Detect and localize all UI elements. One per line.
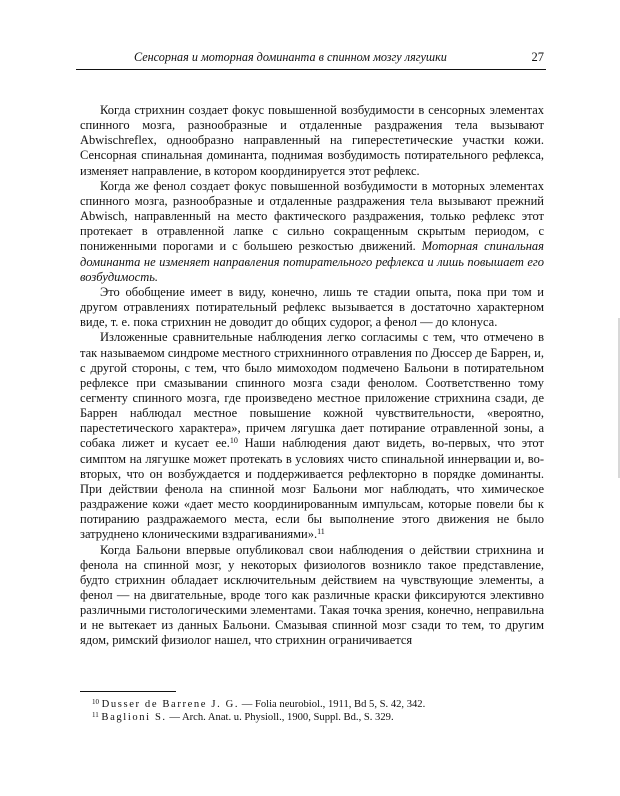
- footnote-divider: [80, 691, 176, 692]
- footnote-author: Baglioni S.: [101, 712, 167, 723]
- running-header: [76, 50, 546, 70]
- footnotes: [92, 698, 544, 724]
- paragraph-3: Это обобщение имеет в виду, конечно, лишь те стадии опыта, пока при том и другом отравлениях потирательный рефлекс вызывается в достаточно характерном виде, т. е. пока стрихнин не доводит до общих судорог, а фенол — до клонуса.: [80, 284, 544, 330]
- footnote-ref-10[interactable]: 10: [229, 436, 238, 446]
- running-title: Сенсорная и моторная доминанта в спинном мозгу лягушки: [134, 50, 447, 64]
- page-number: 27: [531, 50, 544, 64]
- paragraph-4: Изложенные сравнительные наблюдения легко согласимы с тем, что отмечено в так называемом синдроме местного стрихнинного отравления по Дюссер де Баррен, и, с другой стороны, с тем, что было мимоходом подмечено Бальони в потирательном рефлексе при смазывании спинного мозга сзади фенолом. Соответственно тому сегменту спинного мозга, где произведено местное приложение стрихнина сзади, де Баррен наблюдал местное повышение кожной чувствительности, «вероятно, парестетического характера», причем лягушка дает потирание отравленной зоны, а собака лижет и кусает ее.$^{10}$ Наши наблюдения дают видеть, во-первых, что этот симптом на лягушке может протекать в условиях чисто спинальной иннервации и, во-вторых, что он возбуждается и поддерживается рефлекторно в порядке доминанты. При действии фенола на спинной мозг Бальони мог наблюдать, что химическое раздражение кожи «дает место координированным импульсам, которые повели бы к потиранию раздражаемого места, если бы выполнение этого движения не было затруднено клоническими вздрагиваниями».$^{11}$: [80, 330, 544, 542]
- footnote-author: Dusser de Barrene J. G.: [101, 699, 240, 710]
- footnote-11: $^{11}$ Baglioni S. — Arch. Anat. u. Physioll., 1900, Suppl. Bd., S. 329.: [92, 711, 394, 723]
- footnote-ref-11[interactable]: 11: [317, 527, 325, 537]
- paragraph-2: Когда же фенол создает фокус повышенной возбудимости в моторных элементах спинного мозга, разнообразные и отдаленные раздражения тела вызывают прежний Abwisch, направленный на место фактического раздражения, только рефлекс этот протекает в отравленной лапке с сильно сокращенным скрытым периодом, с пониженными порогами и с большею резкостью движений. Моторная спинальная доминанта не изменяет направления потирательного рефлекса и лишь повышает его возбудимость.: [80, 178, 544, 284]
- main-text: [80, 103, 544, 649]
- italic-conclusion: Моторная спинальная доминанта не изменяет направления потирательного рефлекса и лишь повышает его возбудимость.: [80, 239, 544, 284]
- paragraph-5: Когда Бальони впервые опубликовал свои наблюдения о действии стрихнина и фенола на спинной мозг, у некоторых физиологов возникло такое представление, будто стрихнин обладает исключительным действием на чувствующие элементы, а фенол — на двигательные, вроде того как различные краски фиксируются элективно различными гистологическими элементами. Такая точка зрения, конечно, неправильна и не вытекает из данных Бальони. Смазывая спинной мозг сзади то тем, то другим ядом, римский физиолог нашел, что стрихнин ограничивается: [80, 542, 544, 648]
- paragraph-1: Когда стрихнин создает фокус повышенной возбудимости в сенсорных элементах спинного мозга, разнообразные и отдаленные раздражения тела вызывают Abwischreflex, однообразно направленный на гиперестетические участки кожи. Сенсорная спинальная доминанта, поднимая возбудимость потирательного рефлекса, изменяет направление, в котором координируется этот рефлекс.: [80, 103, 544, 178]
- footnote-10: $^{10}$ Dusser de Barrene J. G. — Folia neurobiol., 1911, Bd 5, S. 42, 342.: [92, 698, 426, 710]
